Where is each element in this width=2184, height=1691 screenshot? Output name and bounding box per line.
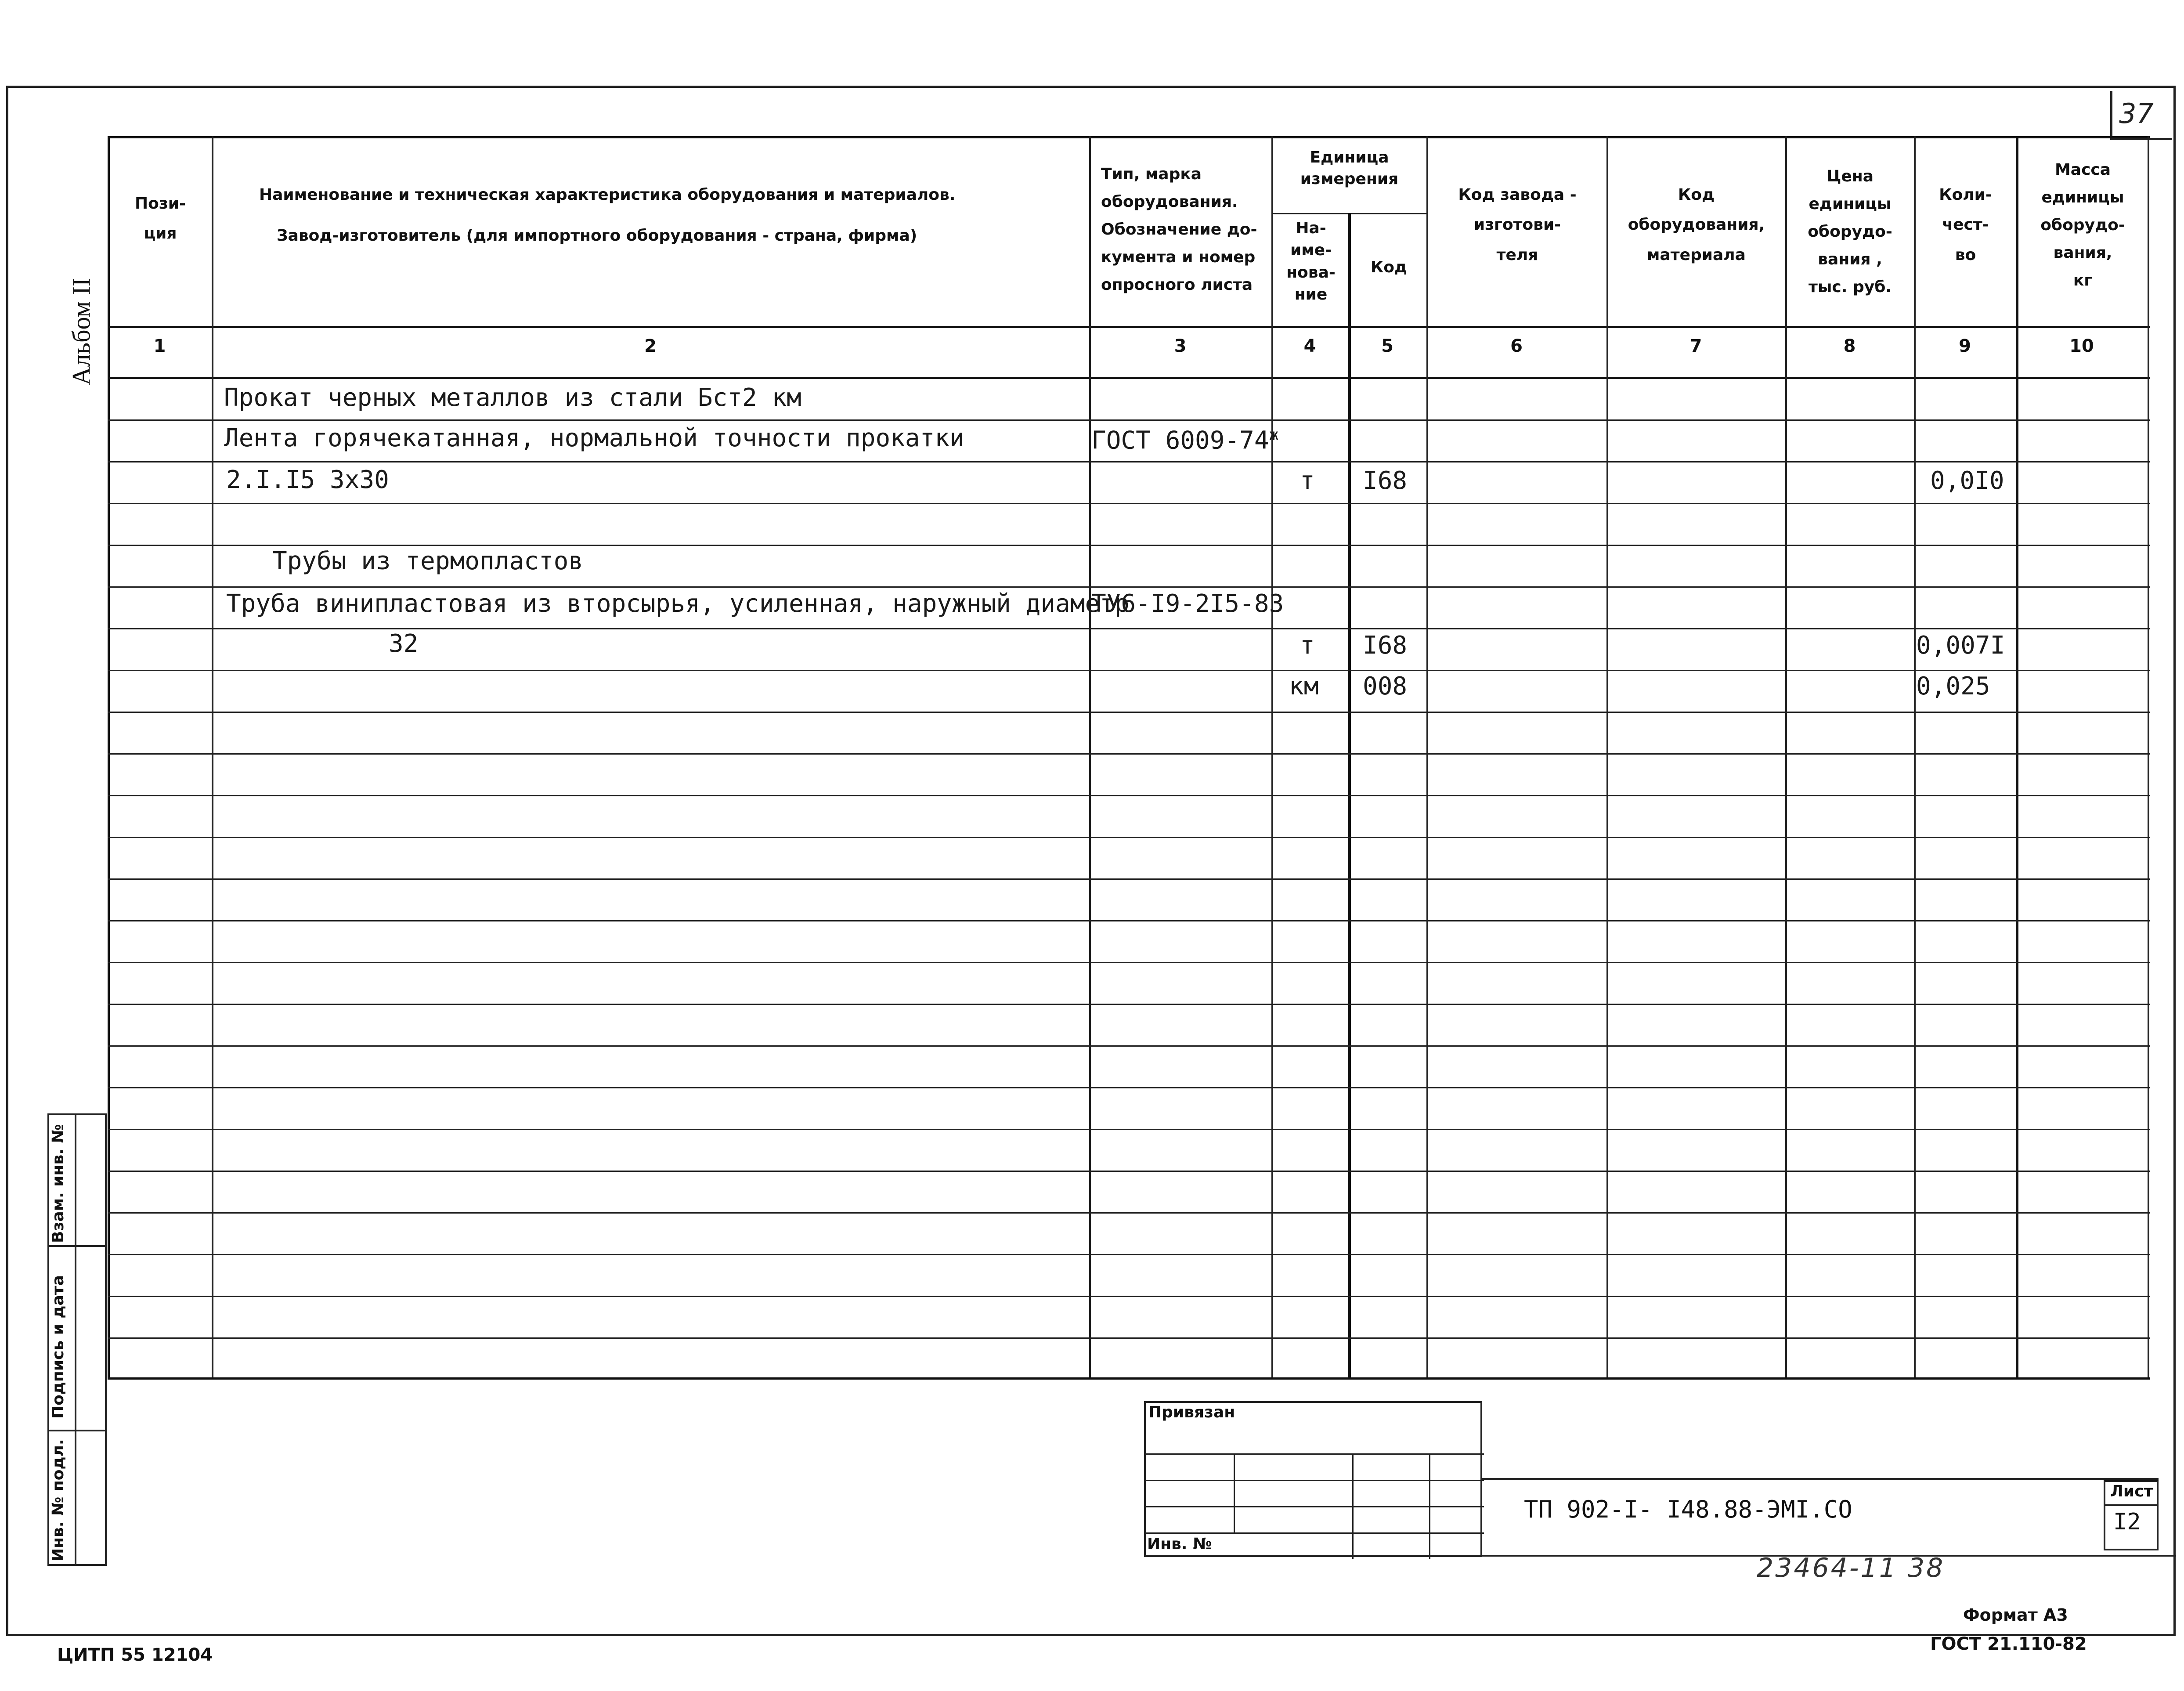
format-label: Формат А3 <box>1963 1605 2068 1625</box>
row-code: 008 <box>1363 672 1408 701</box>
header-bottom-border <box>108 326 2150 328</box>
page-number: 37 <box>2119 98 2154 130</box>
side-label-inv-podl: Инв. № подл. <box>49 1439 67 1561</box>
table-top-border <box>108 136 2150 138</box>
header-col6: Код завода - изготови- теля <box>1458 186 1577 264</box>
col-divider <box>1914 136 1916 1379</box>
sheet-box-divider <box>2104 1504 2159 1506</box>
side-strip-divider <box>75 1113 76 1566</box>
row-line <box>108 878 2150 880</box>
stamp-inv-label: Инв. № <box>1147 1535 1212 1553</box>
title-block-line <box>1482 1478 2159 1480</box>
side-strip-hline <box>47 1245 107 1247</box>
row-line <box>108 1337 2150 1339</box>
col-divider <box>2016 136 2018 1379</box>
col-divider <box>212 136 213 1379</box>
header-col5: Код <box>1370 258 1408 276</box>
header-col10: Масса единицы оборудо- вания, кг <box>2040 161 2125 289</box>
row-line <box>108 712 2150 713</box>
row-line <box>108 1004 2150 1005</box>
row-line <box>108 1212 2150 1214</box>
col-divider <box>1271 136 1273 1379</box>
binding-stamp <box>1144 1401 1482 1557</box>
header-col9: Коли- чест- во <box>1939 186 1992 264</box>
column-number: 10 <box>2069 336 2094 356</box>
row-line <box>108 1296 2150 1297</box>
stamp-col <box>1429 1453 1430 1559</box>
column-number: 8 <box>1843 336 1856 356</box>
stamp-col <box>1234 1453 1235 1532</box>
stamp-line <box>1146 1506 1484 1507</box>
stamp-line <box>1146 1532 1484 1534</box>
specification-table <box>108 136 2150 1379</box>
gost-label: ГОСТ 21.110-82 <box>1930 1634 2087 1654</box>
header-col2: Наименование и техническая характеристика оборудования и материалов. Завод-изготовитель (для импортного оборудования - страна, фирма) <box>259 186 956 245</box>
row-line <box>108 586 2150 588</box>
album-label: Альбом II <box>67 278 96 386</box>
column-number: 5 <box>1381 336 1393 356</box>
row-name: Труба винипластовая из вторсырья, усиленная, наружный диаметр <box>226 589 1130 618</box>
row-name: 2.I.I5 3х30 <box>226 466 389 494</box>
citp-label: ЦИТП 55 12104 <box>57 1645 213 1665</box>
row-code: I68 <box>1363 466 1408 495</box>
stamp-line <box>1146 1480 1484 1481</box>
header-col4: На- име- нова- ние <box>1286 219 1336 304</box>
side-label-podpis: Подпись и дата <box>49 1275 67 1419</box>
row-unit: км <box>1289 672 1319 701</box>
row-line <box>108 1045 2150 1047</box>
document-number: ТП 902-I- I48.88-ЭМI.СО <box>1524 1496 1852 1523</box>
row-line <box>108 962 2150 963</box>
row-name: Трубы из термопластов <box>272 547 584 575</box>
row-line <box>108 503 2150 504</box>
row-line <box>108 461 2150 462</box>
row-line <box>108 419 2150 421</box>
table-left-border <box>108 136 110 1379</box>
row-name: Прокат черных металлов из стали Бст2 км <box>224 383 801 412</box>
side-label-vzam: Взам. инв. № <box>49 1124 67 1243</box>
row-qty: 0,025 <box>1916 672 1990 701</box>
header-unit-group: Единица измерения <box>1300 148 1399 188</box>
row-line <box>108 920 2150 921</box>
table-bottom-border <box>108 1377 2150 1380</box>
row-unit: т <box>1300 466 1315 495</box>
stamp-line <box>1146 1453 1484 1455</box>
row-line <box>108 670 2150 671</box>
column-number: 1 <box>153 336 166 356</box>
column-number: 6 <box>1510 336 1523 356</box>
row-line <box>108 837 2150 838</box>
stamp-attached-label: Привязан <box>1148 1403 1235 1421</box>
row-unit: т <box>1300 631 1315 660</box>
sheet-label: Лист <box>2110 1482 2153 1500</box>
row-doc: ГОСТ $6009-74^ж$ <box>1091 426 1279 455</box>
column-number: 2 <box>644 336 657 356</box>
col-divider <box>1606 136 1608 1379</box>
column-number: 9 <box>1959 336 1971 356</box>
row-line <box>108 545 2150 546</box>
column-number: 7 <box>1689 336 1702 356</box>
row-qty: 0,007I <box>1916 631 2005 660</box>
row-qty: 0,0I0 <box>1930 466 2004 495</box>
column-number-divider <box>108 377 2150 379</box>
col-divider <box>1426 136 1428 1379</box>
stamp-col <box>1352 1453 1354 1559</box>
sheet-value: I2 <box>2113 1509 2141 1535</box>
header-col8: Цена единицы оборудо- вания , тыс. руб. <box>1808 167 1892 296</box>
row-line <box>108 795 2150 796</box>
row-line <box>108 1087 2150 1088</box>
handwritten-number: 23464-11 38 <box>1757 1553 1945 1583</box>
row-code: I68 <box>1363 631 1408 660</box>
column-number: 3 <box>1174 336 1187 356</box>
column-number: 4 <box>1303 336 1316 356</box>
col-divider <box>1785 136 1787 1379</box>
row-line <box>108 1171 2150 1172</box>
col-divider <box>1089 136 1091 1379</box>
row-doc: ТУ6-I9-2I5-83 <box>1091 589 1284 618</box>
header-col3: Тип, марка оборудования. Обозначение до- кумента и номер опросного листа <box>1101 165 1257 294</box>
row-name: 32 <box>389 629 419 658</box>
table-right-border <box>2148 136 2149 1379</box>
side-strip-hline <box>47 1430 107 1431</box>
row-line <box>108 1129 2150 1130</box>
row-line <box>108 1254 2150 1255</box>
header-col1: Пози- ция <box>135 195 186 243</box>
row-name: Лента горячекатанная, нормальной точности прокатки <box>224 424 964 452</box>
header-col7: Код оборудования, материала <box>1628 186 1765 264</box>
row-line <box>108 753 2150 755</box>
